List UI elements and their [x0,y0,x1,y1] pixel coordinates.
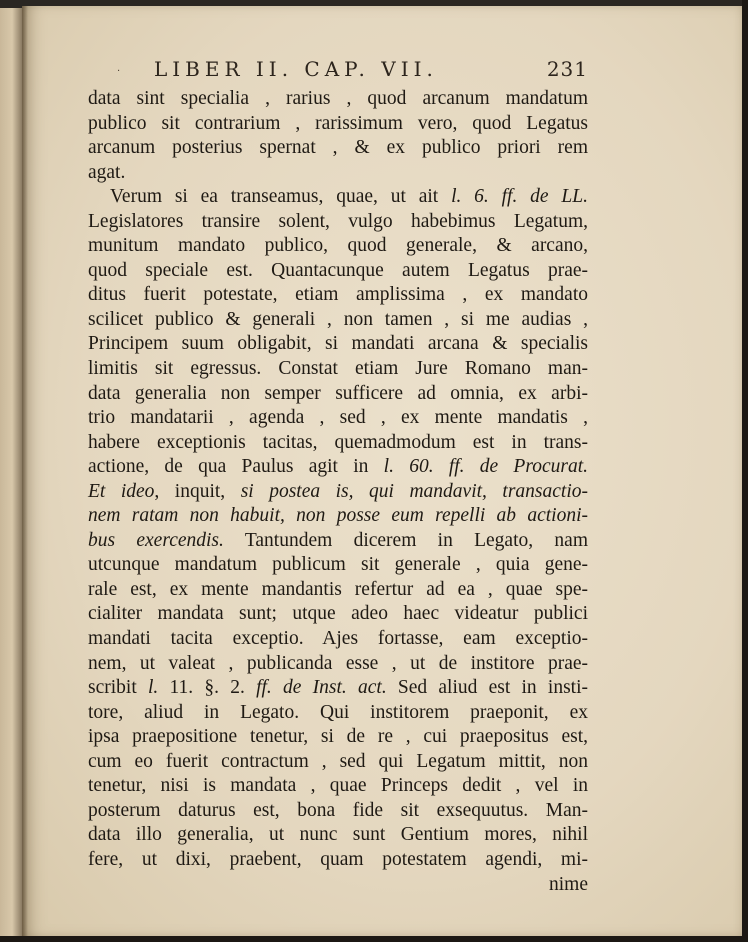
text-segment: 11. §. 2. [158,677,257,699]
italic-citation: l. [147,677,159,699]
text-segment: utcunque mandatum publicum sit generale , quia gene- [88,554,588,576]
text-line [88,701,588,726]
text-segment: Principem suum obligabit, si mandati arcana & specialis [88,333,588,355]
text-line [88,823,588,848]
page-gutter-shadow [22,6,28,936]
text-line [88,652,588,677]
text-segment: quod speciale est. Quantacunque autem Legatus prae- [88,259,588,281]
text-segment: data sint specialia , rarius , quod arcanum mandatum [88,88,588,109]
text-segment: posterum daturus est, bona fide sit exsequutus. Man- [88,799,588,821]
text-segment: rale est, ex mente mandantis refertur ad ea , quae spe- [88,578,588,600]
italic-citation: nem ratam non habuit, non posse eum repelli ab actioni- [88,505,588,527]
text-line [88,676,588,701]
text-line [88,750,588,775]
body-text [88,87,588,897]
italic-citation: l. 6. ff. de LL. [451,186,588,208]
italic-citation: si postea is, qui mandavit, transactio- [240,480,588,502]
text-segment: habere exceptionis tacitas, quemadmodum est in trans- [88,431,588,453]
facing-page-edge [0,8,22,938]
text-line [88,112,588,137]
text-segment: scribit [88,677,148,699]
italic-citation: bus exercendis. [88,529,224,551]
page-header [88,57,588,85]
text-line [88,136,588,161]
text-line [88,431,588,456]
text-line [88,185,588,210]
text-line [88,602,588,627]
text-segment: tore, aliud in Legato. Qui institorem praeponit, ex [88,701,588,723]
text-segment: nime [549,873,588,895]
text-line [88,308,588,333]
text-line [88,357,588,382]
text-line [88,455,588,480]
text-line [88,382,588,407]
text-segment: trio mandatarii , agenda , sed , ex mente mandatis , [88,407,588,429]
running-head: LIBER II. CAP. VII. [154,57,438,81]
text-segment: actione, de qua Paulus agit in [88,456,384,478]
text-segment: munitum mandato publico, quod generale, & arcano, [88,235,588,257]
text-segment: scilicet publico & generali , non tamen , si me audias , [88,308,588,330]
text-line [88,234,588,259]
text-segment: nem, ut valeat , publicanda esse , ut de institore prae- [88,652,588,674]
text-segment: Sed aliud est in insti- [386,677,588,699]
scan-border-bottom [0,936,748,942]
text-segment: cialiter mandata sunt; utque adeo haec videatur publici [88,603,588,625]
text-line [88,480,588,505]
text-line [88,161,588,186]
scan-border-right [742,0,748,942]
text-segment: mandati tacita exceptio. Ajes fortasse, eam exceptio- [88,628,588,650]
page-number: 231 [546,57,588,81]
text-line [88,873,588,898]
text-segment: , inquit, [154,480,241,502]
text-line [88,210,588,235]
text-segment: cum eo fuerit contractum , sed qui Legatum mittit, non [88,750,588,772]
text-segment: ditus fuerit potestate, etiam amplissima , ex mandato [88,284,588,306]
text-segment: limitis sit egressus. Constat etiam Jure Romano man- [88,358,588,380]
text-line [88,332,588,357]
text-line [88,553,588,578]
text-line [88,774,588,799]
text-segment: fere, ut dixi, praebent, quam potestatem agendi, mi- [88,848,588,870]
text-line [88,504,588,529]
text-line [88,627,588,652]
text-line [88,406,588,431]
text-line [88,848,588,873]
text-segment: Tantundem dicerem in Legato, nam [223,529,588,551]
text-segment: data illo generalia, ut nunc sunt Gentium mores, nihil [88,824,588,846]
text-line [88,529,588,554]
text-segment: tenetur, nisi is mandata , quae Princeps dedit , vel in [88,775,588,797]
text-segment: ipsa praepositione tenetur, si de re , cui praepositus est, [88,726,588,748]
text-line [88,799,588,824]
text-line [88,259,588,284]
text-segment: data generalia non semper sufficere ad omnia, ex arbi- [88,382,588,404]
italic-citation: ff. de Inst. act. [256,677,387,699]
text-line [88,87,588,112]
ink-speck: · [117,66,121,77]
text-segment: agat. [88,161,126,183]
italic-citation: l. 60. ff. de Procurat. [383,456,588,478]
text-segment: publico sit contrarium , rarissimum vero, quod Legatus [88,112,588,134]
text-line [88,725,588,750]
text-segment: Legislatores transire solent, vulgo habebimus Legatum, [88,210,588,232]
italic-citation: Et ideo [88,480,155,502]
text-segment: arcanum posterius spernat , & ex publico priori rem [88,137,588,159]
text-segment: Verum si ea transeamus, quae, ut ait [110,186,452,208]
text-line [88,578,588,603]
text-line [88,283,588,308]
